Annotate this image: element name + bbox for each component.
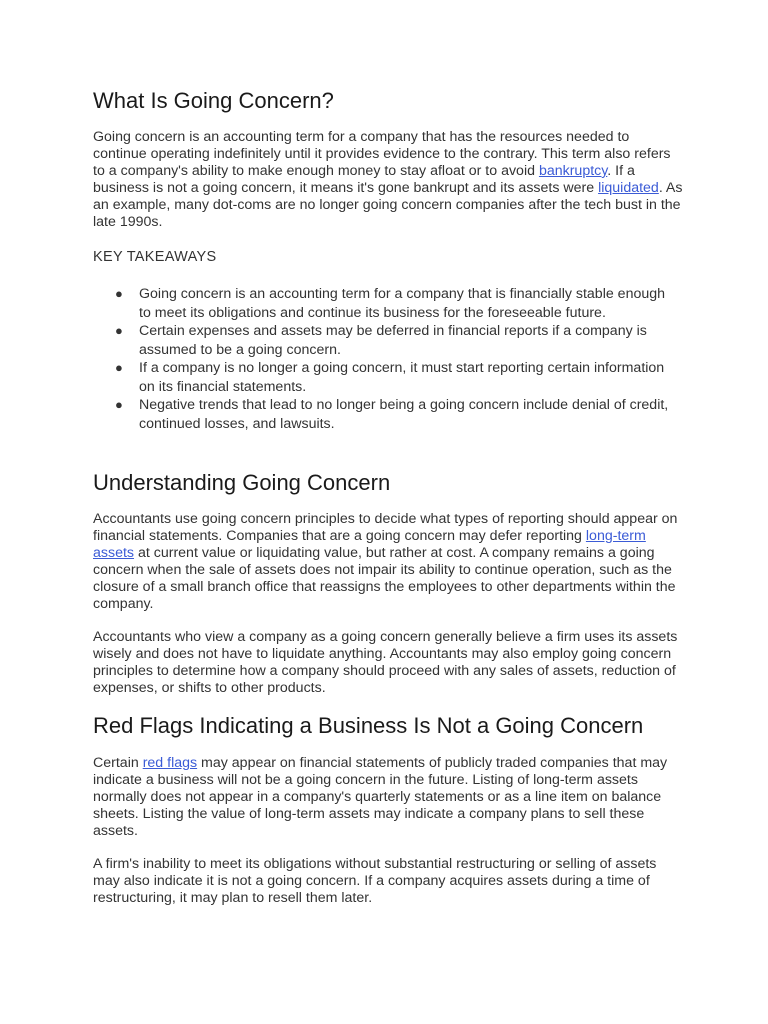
- intro-paragraph: [93, 129, 683, 231]
- list-item-text: If a company is no longer a going concern, it must start reporting certain information on its financial statements.: [139, 360, 665, 395]
- intro-text-2: . If a business is not a going concern, it means it's gone bankrupt and its assets were: [93, 163, 635, 196]
- list-item-text: Negative trends that lead to no longer being a going concern include denial of credit, continued losses, and lawsuits.: [139, 397, 669, 432]
- long-term-assets-link[interactable]: long-term assets: [93, 528, 646, 561]
- list-item: [93, 359, 673, 396]
- list-item-text: Going concern is an accounting term for a company that is financially stable enough to meet its obligations and continue its business for the foreseeable future.: [139, 286, 666, 321]
- bullet-icon: ●: [115, 397, 123, 412]
- list-item-text: Certain expenses and assets may be deferred in financial reports if a company is assumed to be a going concern.: [139, 323, 647, 358]
- red-flags-paragraph-2: A firm's inability to meet its obligations without substantial restructuring or selling of assets may also indicate it is not a going concern. If a company acquires assets during a time of restructuring, it may plan to resell them later.: [93, 856, 657, 906]
- list-item: [93, 396, 673, 433]
- red-flags-heading: Red Flags Indicating a Business Is Not a Going Concern: [93, 713, 644, 738]
- understanding-paragraph-1: [93, 511, 683, 613]
- bullet-icon: ●: [115, 286, 123, 301]
- red-flags-text-1: Certain: [93, 755, 143, 771]
- understanding-paragraph-2: Accountants who view a company as a going concern generally believe a firm uses its assets wisely and does not have to liquidate anything. Accountants may also employ going concern principles to determine how a company should proceed with any sales of assets, reduction of expenses, or shifts to other products.: [93, 629, 678, 696]
- key-takeaways-heading: KEY TAKEAWAYS: [93, 249, 217, 265]
- understanding-text-2: at current value or liquidating value, but rather at cost. A company remains a going concern when the sale of assets does not impair its ability to continue operation, such as the closure of a small branch office that reassigns the employees to other departments within the company.: [93, 545, 676, 612]
- list-item: [93, 285, 673, 322]
- page-title: What Is Going Concern?: [93, 88, 334, 113]
- intro-text-3: . As an example, many dot-coms are no longer going concern companies after the tech bust in the late 1990s.: [93, 180, 683, 230]
- key-takeaways-list: [93, 285, 673, 433]
- red-flags-paragraph-1: [93, 755, 683, 840]
- bankruptcy-link[interactable]: bankruptcy: [538, 163, 608, 179]
- understanding-heading: Understanding Going Concern: [93, 470, 391, 495]
- intro-text-1: Going concern is an accounting term for a company that has the resources needed to continue operating indefinitely until it provides evidence to the contrary. This term also refers to a company's ability to make enough money to stay afloat or to avoid: [93, 129, 671, 179]
- liquidated-link[interactable]: liquidated: [598, 180, 659, 196]
- understanding-text-1: Accountants use going concern principles to decide what types of reporting should appear on financial statements. Companies that are a going concern may defer reporting: [93, 511, 678, 544]
- red-flags-link[interactable]: red flags: [142, 755, 198, 771]
- red-flags-text-2: may appear on financial statements of publicly traded companies that may indicate a business will not be a going concern in the future. Listing of long-term assets normally does not appear in a company's quarterly statements or as a line item on balance sheets. Listing the value of long-term assets may indicate a company plans to sell these assets.: [93, 755, 668, 839]
- bullet-icon: ●: [115, 360, 123, 375]
- bullet-icon: ●: [115, 323, 123, 338]
- list-item: [93, 322, 673, 359]
